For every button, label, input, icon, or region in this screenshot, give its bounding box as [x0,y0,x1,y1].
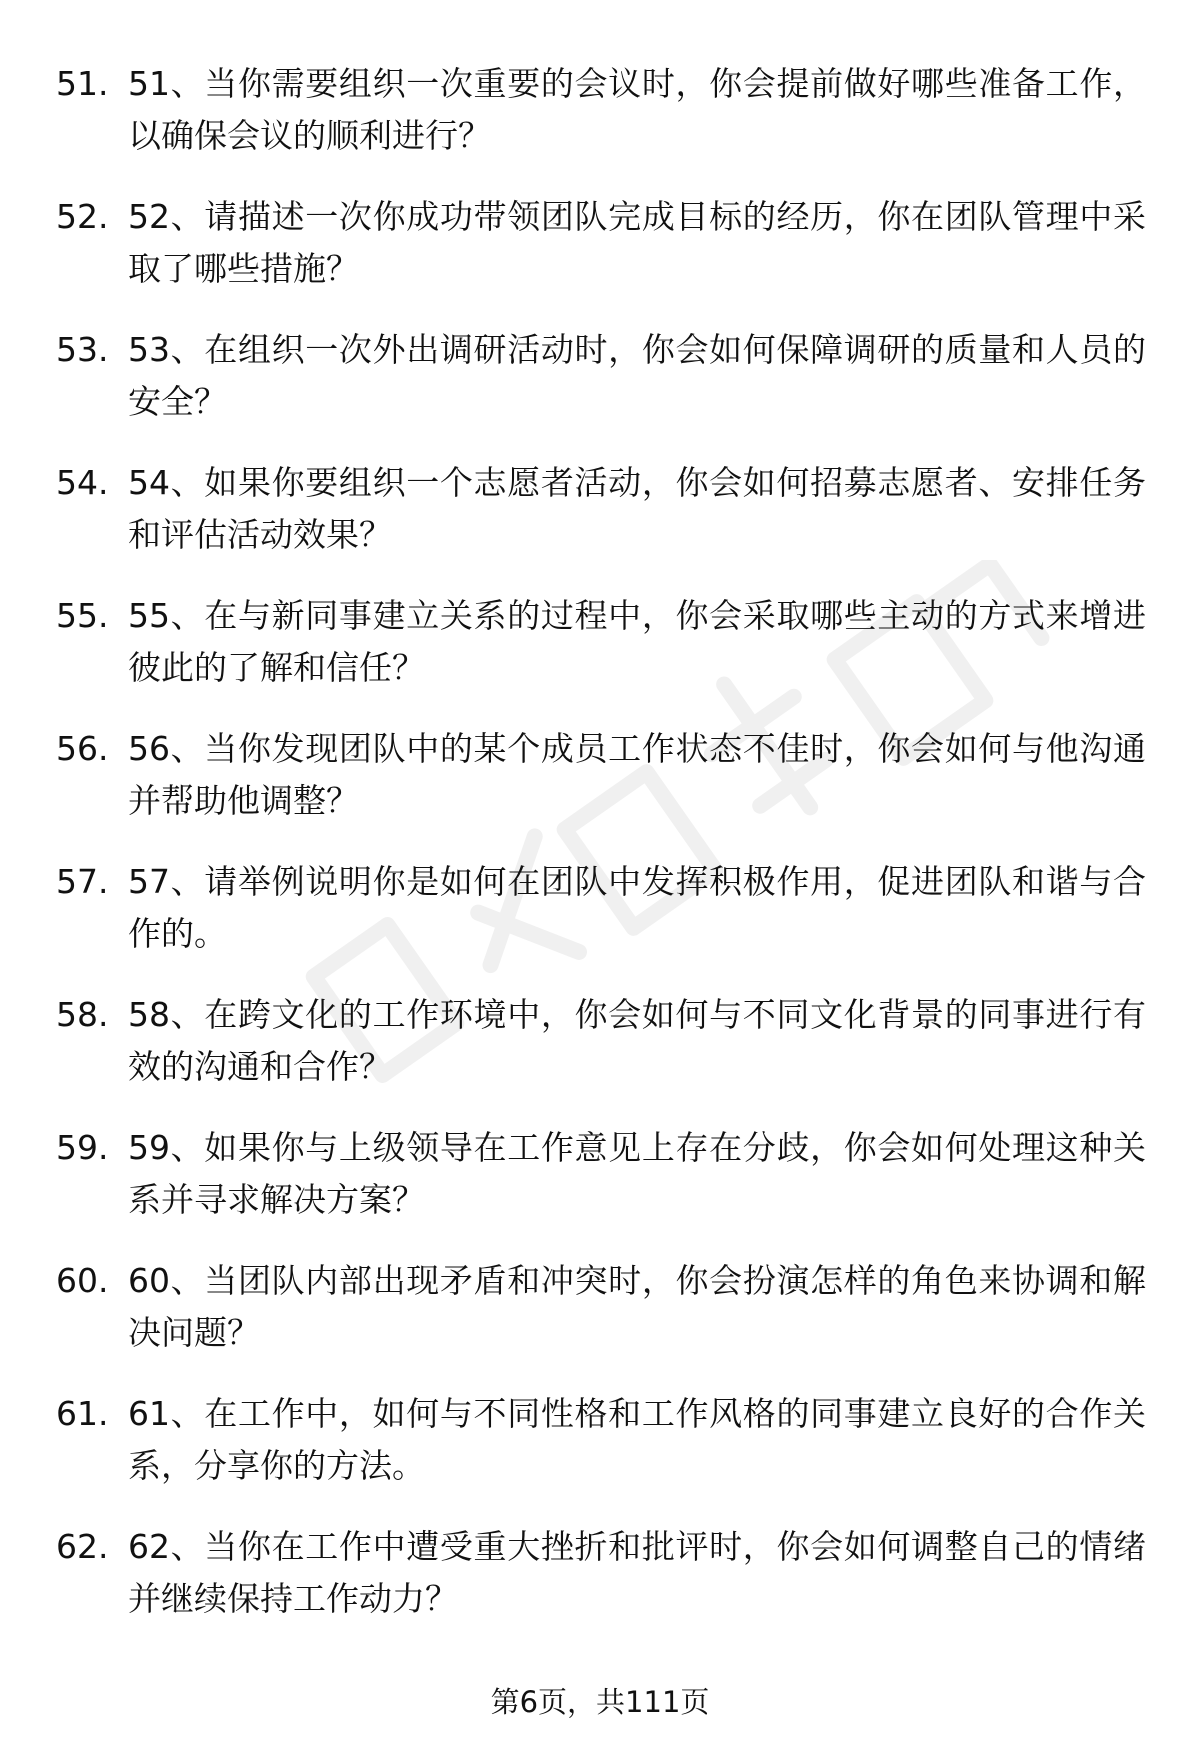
question-text: 52、请描述一次你成功带领团队完成目标的经历，你在团队管理中采取了哪些措施？ [128,197,1146,288]
item-number: 54. [56,463,109,502]
question-text: 62、当你在工作中遭受重大挫折和批评时，你会如何调整自己的情绪并继续保持工作动力？ [128,1527,1146,1618]
list-item [0,457,1200,590]
question-text: 56、当你发现团队中的某个成员工作状态不佳时，你会如何与他沟通并帮助他调整？ [128,729,1146,820]
question-text: 57、请举例说明你是如何在团队中发挥积极作用，促进团队和谐与合作的。 [128,862,1146,953]
item-number: 52. [56,197,109,236]
item-number: 60. [56,1261,109,1300]
list-item [0,1388,1200,1521]
question-text: 58、在跨文化的工作环境中，你会如何与不同文化背景的同事进行有效的沟通和合作？ [128,995,1146,1086]
item-number: 53. [56,330,109,369]
list-item [0,989,1200,1122]
item-number: 62. [56,1527,109,1566]
list-item [0,723,1200,856]
item-number: 58. [56,995,109,1034]
list-item [0,58,1200,191]
item-number: 56. [56,729,109,768]
item-number: 55. [56,596,109,635]
page-footer: 第6页，共111页 [490,1685,710,1719]
question-list [0,58,1200,1654]
item-number: 57. [56,862,109,901]
list-item [0,324,1200,457]
list-item [0,856,1200,989]
item-number: 59. [56,1128,109,1167]
list-item [0,1122,1200,1255]
list-item [0,1255,1200,1388]
question-text: 59、如果你与上级领导在工作意见上存在分歧，你会如何处理这种关系并寻求解决方案？ [128,1128,1146,1219]
item-number: 51. [56,64,109,103]
question-text: 61、在工作中，如何与不同性格和工作风格的同事建立良好的合作关系，分享你的方法。 [128,1394,1146,1485]
item-number: 61. [56,1394,109,1433]
list-item [0,1521,1200,1654]
question-text: 54、如果你要组织一个志愿者活动，你会如何招募志愿者、安排任务和评估活动效果？ [128,463,1146,554]
list-item [0,191,1200,324]
question-text: 55、在与新同事建立关系的过程中，你会采取哪些主动的方式来增进彼此的了解和信任？ [128,596,1146,687]
question-text: 60、当团队内部出现矛盾和冲突时，你会扮演怎样的角色来协调和解决问题？ [128,1261,1146,1352]
question-text: 51、当你需要组织一次重要的会议时，你会提前做好哪些准备工作，以确保会议的顺利进行？ [128,64,1146,155]
list-item [0,590,1200,723]
question-text: 53、在组织一次外出调研活动时，你会如何保障调研的质量和人员的安全？ [128,330,1146,421]
